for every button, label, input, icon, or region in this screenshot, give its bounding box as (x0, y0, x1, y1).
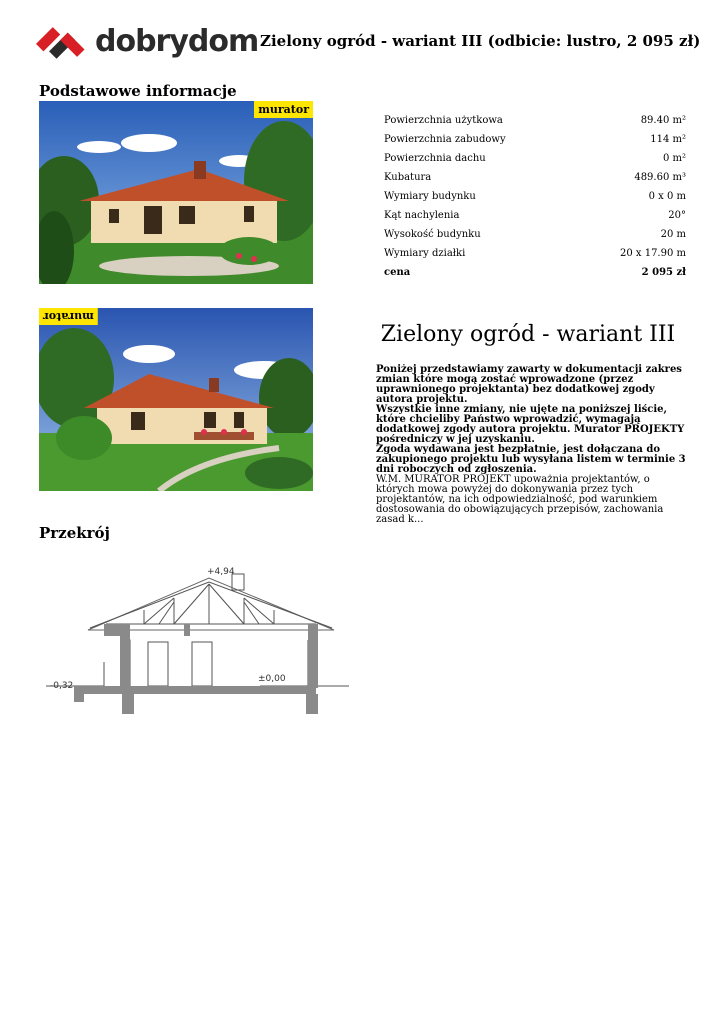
project-description (376, 365, 686, 525)
row-value: 489.60 m³ (634, 172, 686, 183)
logo-text: dobrydom (95, 24, 259, 59)
page-title: Zielony ogród - wariant III (odbicie: lustro, 2 095 zł) (260, 32, 701, 50)
row-value: 0 x 0 m (648, 191, 686, 202)
house-photo-back (39, 308, 313, 491)
table-row (384, 244, 686, 263)
table-row (384, 149, 686, 168)
basic-info-heading: Podstawowe informacje (39, 82, 237, 100)
row-label: Kąt nachylenia (384, 210, 460, 221)
description-bold-2: Wszystkie inne zmiany, nie ujęte na poniższej liście, które chcielibу Państwo wprowadzić, wymagają dodatkowej zgody autora projektu. Murator PROJEKTY pośredniczy w jej uzyskaniu. (376, 404, 685, 445)
description-bold-3: Zgoda wydawana jest bezpłatnie, jest dołączana do zakupionego projektu lub wysyłana listem w terminie 3 dni roboczych od zgłoszenia. (376, 444, 686, 475)
row-label: Powierzchnia zabudowy (384, 134, 506, 145)
murator-badge: murator (254, 101, 313, 118)
house-photo-front (39, 101, 313, 284)
section-heading: Przekrój (39, 524, 110, 542)
row-label: Kubatura (384, 172, 432, 183)
row-label: Wymiary budynku (384, 191, 476, 202)
table-row (384, 206, 686, 225)
description-normal: W.M. MURATOR PROJEKT upoważnia projektantów, o których mowa powyżej do dokonywania przez tych projektantów, na ich odpowiedzialność, pod warunkiem dostosowania do obowiązujących przepisów, zachowania zasad k... (376, 474, 664, 525)
row-value: 114 m² (650, 134, 686, 145)
row-label: Wysokość budynku (384, 229, 481, 240)
table-row (384, 187, 686, 206)
cross-section-drawing (44, 562, 354, 722)
row-value: 89.40 m² (640, 115, 686, 126)
table-row (384, 168, 686, 187)
table-row (384, 130, 686, 149)
info-table (384, 111, 686, 282)
row-label: Powierzchnia użytkowa (384, 115, 503, 126)
height-zero-label: ±0,00 (258, 674, 286, 684)
price-row (384, 263, 686, 282)
row-value: 0 m² (662, 153, 686, 164)
row-value: 20° (668, 210, 686, 221)
row-value: 20 x 17.90 m (619, 248, 686, 259)
description-bold-1: Poniżej przedstawiamy zawarty w dokumentacji zakres zmian które mogą zostać wprowadzone (przez uprawnionego projektanta) bez dodatkowej zgody autora projektu. (376, 364, 682, 405)
dobrydom-logo-icon (36, 22, 92, 62)
row-label: Wymiary działki (384, 248, 466, 259)
murator-badge-mirrored: murator (39, 308, 98, 325)
price-value: 2 095 zł (641, 267, 686, 278)
height-ground-label: -0,32 (50, 681, 74, 691)
table-row (384, 225, 686, 244)
row-value: 20 m (660, 229, 686, 240)
table-row (384, 111, 686, 130)
project-title: Zielony ogród - wariant III (380, 322, 676, 347)
height-top-label: +4,94 (207, 567, 235, 577)
row-label: Powierzchnia dachu (384, 153, 486, 164)
price-label: cena (384, 267, 411, 278)
